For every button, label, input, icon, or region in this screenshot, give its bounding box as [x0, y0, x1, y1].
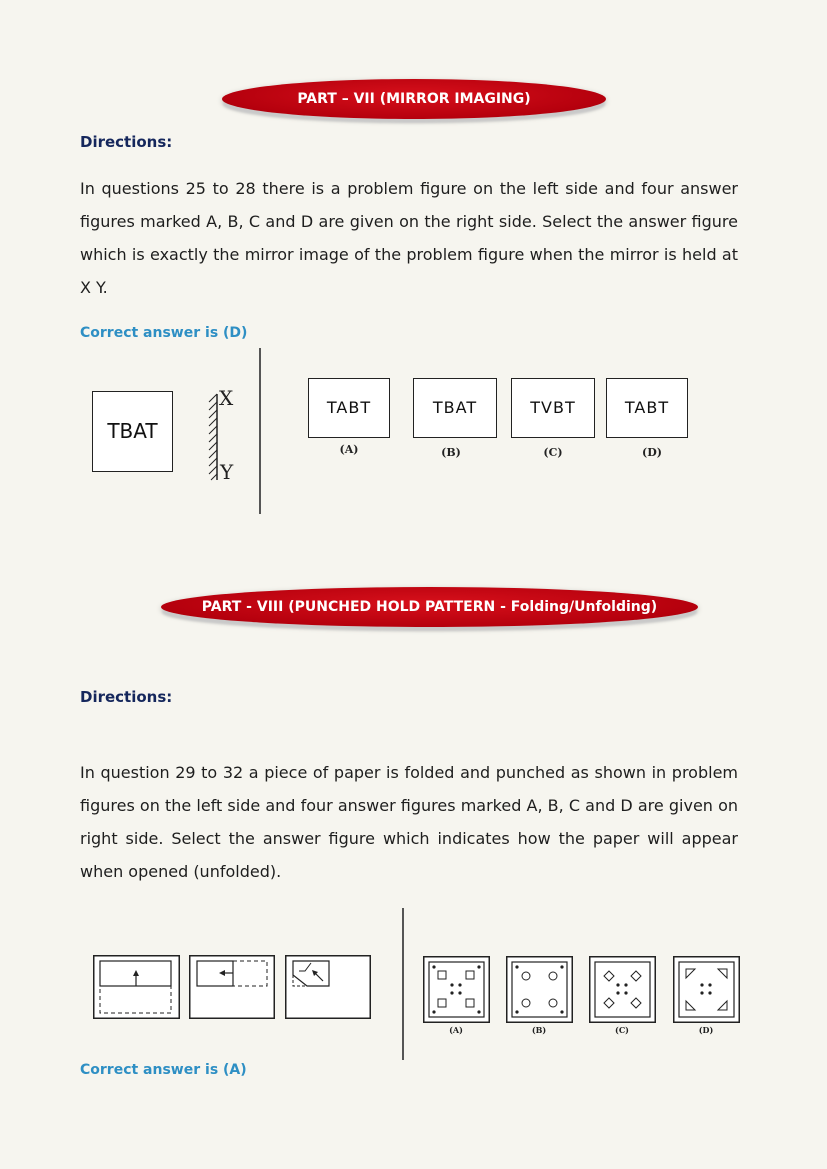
option-d-word: TABT	[624, 398, 670, 417]
problem-word: TBAT	[107, 419, 158, 443]
part8-directions-heading: Directions:	[80, 688, 173, 706]
part8-banner: PART - VIII (PUNCHED HOLD PATTERN - Folding/Unfolding)	[161, 587, 698, 627]
part7-divider	[259, 348, 261, 514]
option-c-word: TVBT	[530, 398, 576, 417]
option-a-word: TABT	[326, 398, 372, 417]
fold-figure-3	[285, 955, 371, 1019]
option-b-word: TBAT	[432, 398, 478, 417]
punch-option-a-label: (A)	[449, 1025, 463, 1035]
part7-directions-paragraph: In questions 25 to 28 there is a problem figure on the left side and four answer figures marked A, B, C and D are given on the right side. Select the answer figure which is exactly the mirror image of the problem figure when the mirror is held at X Y.	[80, 179, 738, 297]
part7-correct-answer: Correct answer is (D)	[80, 325, 248, 341]
part8-divider	[402, 908, 404, 1060]
mirror-option-a[interactable]	[308, 378, 390, 438]
option-b-label: (B)	[441, 446, 461, 459]
punch-option-b[interactable]	[506, 956, 573, 1023]
mirror-hatch-icon	[204, 392, 220, 482]
punch-option-b-label: (B)	[531, 1025, 547, 1035]
mirror-problem-figure	[92, 391, 173, 472]
part7-directions-heading: Directions:	[80, 133, 173, 151]
mirror-label-x: X	[219, 386, 234, 410]
option-a-label: (A)	[339, 443, 359, 456]
mirror-option-b[interactable]	[413, 378, 497, 438]
option-d-label: (D)	[642, 446, 662, 459]
mirror-label-y: Y	[220, 460, 234, 484]
punch-option-c-label: (C)	[615, 1025, 629, 1035]
fold-figure-1	[93, 955, 180, 1019]
option-c-label: (C)	[543, 446, 563, 459]
punch-option-c[interactable]	[589, 956, 656, 1023]
mirror-option-d[interactable]	[606, 378, 688, 438]
part8-correct-answer: Correct answer is (A)	[80, 1062, 247, 1078]
mirror-option-c[interactable]	[511, 378, 595, 438]
part7-banner: PART – VII (MIRROR IMAGING)	[222, 79, 606, 119]
punch-option-d[interactable]	[673, 956, 740, 1023]
punch-option-d-label: (D)	[698, 1025, 714, 1035]
fold-figure-2	[189, 955, 275, 1019]
part8-directions-paragraph: In question 29 to 32 a piece of paper is folded and punched as shown in problem figures on the left side and four answer figures marked A, B, C and D are given on right side. Select the answer figure which indicates how the paper will appear when opened (unfolded).	[80, 763, 738, 881]
punch-option-a[interactable]	[423, 956, 490, 1023]
